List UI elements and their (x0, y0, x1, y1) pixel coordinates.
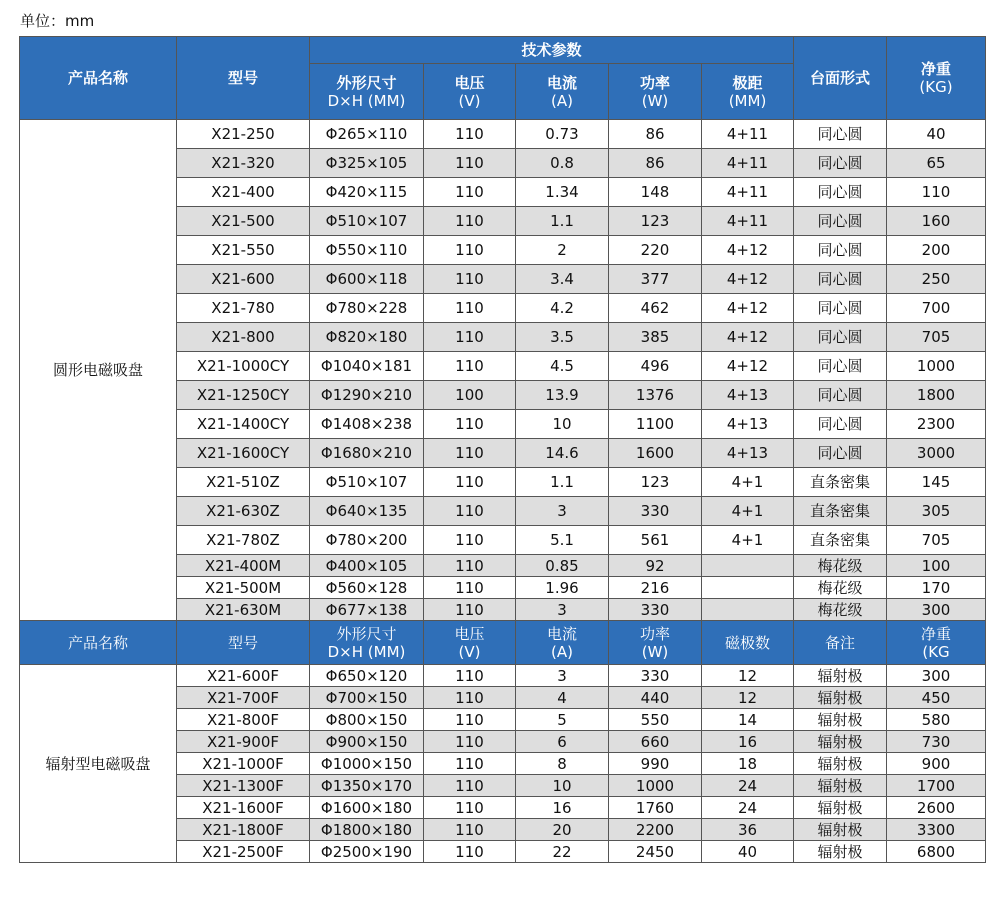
table-cell: 300 (887, 665, 986, 687)
table-cell: 40 (702, 841, 794, 863)
table-cell: 辐射极 (794, 841, 887, 863)
table-cell: X21-400 (177, 178, 310, 207)
table-cell: 8 (516, 753, 609, 775)
table-cell: X21-780Z (177, 526, 310, 555)
table-cell: X21-1400CY (177, 410, 310, 439)
table-cell: 3000 (887, 439, 986, 468)
table-cell: X21-900F (177, 731, 310, 753)
table-cell: 110 (424, 236, 516, 265)
table-cell: 18 (702, 753, 794, 775)
table-cell: Φ780×228 (310, 294, 424, 323)
table-cell: 1.34 (516, 178, 609, 207)
table-cell: 92 (609, 555, 702, 577)
table-cell: 4+12 (702, 323, 794, 352)
header-surface: 台面形式 (794, 37, 887, 120)
table-cell: 110 (424, 775, 516, 797)
table-cell: 10 (516, 775, 609, 797)
table-cell: X21-320 (177, 149, 310, 178)
table-cell: 250 (887, 265, 986, 294)
table-cell: 同心圆 (794, 149, 887, 178)
table-cell: Φ820×180 (310, 323, 424, 352)
table-cell: 梅花级 (794, 577, 887, 599)
table-cell: 330 (609, 665, 702, 687)
table-cell: 990 (609, 753, 702, 775)
table-cell: 12 (702, 665, 794, 687)
table-cell: 直条密集 (794, 468, 887, 497)
table-cell: 561 (609, 526, 702, 555)
header2-weight (887, 621, 986, 665)
table-cell: X21-700F (177, 687, 310, 709)
table-cell: 24 (702, 775, 794, 797)
table-cell: 同心圆 (794, 381, 887, 410)
table-cell: 4+11 (702, 207, 794, 236)
header2-weight-label: 净重 (920, 624, 951, 643)
table-cell: 同心圆 (794, 439, 887, 468)
table-cell: Φ1350×170 (310, 775, 424, 797)
table-cell: 2200 (609, 819, 702, 841)
category-cell: 辐射型电磁吸盘 (20, 665, 177, 863)
table-cell: 14.6 (516, 439, 609, 468)
table-cell: 450 (887, 687, 986, 709)
header2-voltage-unit: (V) (458, 642, 481, 661)
table-cell: 700 (887, 294, 986, 323)
table-cell: 1760 (609, 797, 702, 819)
section2-body (20, 665, 986, 863)
table-cell: X21-1250CY (177, 381, 310, 410)
table-cell: Φ1600×180 (310, 797, 424, 819)
table-row (20, 120, 986, 149)
table-cell: 100 (424, 381, 516, 410)
header-dims-label: 外形尺寸 (336, 73, 397, 92)
table-cell: 梅花级 (794, 555, 887, 577)
table-cell: 同心圆 (794, 410, 887, 439)
table-cell: Φ550×110 (310, 236, 424, 265)
header-pole (702, 64, 794, 120)
header2-voltage (424, 621, 516, 665)
table-cell: 辐射极 (794, 709, 887, 731)
table-cell: 110 (887, 178, 986, 207)
unit-label: 单位：mm (20, 12, 95, 30)
table-cell: 1376 (609, 381, 702, 410)
table-cell: 496 (609, 352, 702, 381)
table-cell: 110 (424, 526, 516, 555)
header2-current-unit: (A) (551, 642, 573, 661)
table-cell: 同心圆 (794, 323, 887, 352)
header2-model: 型号 (177, 621, 310, 665)
table-cell: 730 (887, 731, 986, 753)
table-cell: 110 (424, 120, 516, 149)
table-cell: Φ1290×210 (310, 381, 424, 410)
table-cell: 1700 (887, 775, 986, 797)
table-cell: 同心圆 (794, 120, 887, 149)
table-cell: 110 (424, 687, 516, 709)
table-cell: 148 (609, 178, 702, 207)
table-cell: 24 (702, 797, 794, 819)
table-cell: 3.5 (516, 323, 609, 352)
header2-note: 备注 (794, 621, 887, 665)
header2-current-label: 电流 (546, 624, 577, 643)
table-cell: 110 (424, 265, 516, 294)
header2-product-name: 产品名称 (20, 621, 177, 665)
table-cell: 110 (424, 665, 516, 687)
section1-body (20, 120, 986, 621)
table-cell: 4+12 (702, 265, 794, 294)
table-cell: 2450 (609, 841, 702, 863)
table-cell: X21-800 (177, 323, 310, 352)
header-dims (310, 64, 424, 120)
table-cell: 110 (424, 410, 516, 439)
table-cell: X21-2500F (177, 841, 310, 863)
table-cell: 3 (516, 665, 609, 687)
header2-power-unit: (W) (641, 642, 669, 661)
table-row (20, 665, 986, 687)
table-cell: 1.1 (516, 468, 609, 497)
table-cell: 4+11 (702, 120, 794, 149)
table-cell: 377 (609, 265, 702, 294)
table-cell: Φ420×115 (310, 178, 424, 207)
table-cell (702, 599, 794, 621)
table-cell: 20 (516, 819, 609, 841)
table-cell: 0.85 (516, 555, 609, 577)
table-cell (702, 555, 794, 577)
table-cell: 4+1 (702, 468, 794, 497)
header2-dims-unit: D×H (MM) (327, 642, 406, 661)
table-cell: X21-630Z (177, 497, 310, 526)
table-cell: 0.8 (516, 149, 609, 178)
table-cell: 4+12 (702, 294, 794, 323)
table-cell: 86 (609, 120, 702, 149)
table-cell: 辐射极 (794, 753, 887, 775)
table-cell: 2300 (887, 410, 986, 439)
table-cell: 14 (702, 709, 794, 731)
header-voltage-label: 电压 (454, 73, 485, 92)
table-cell: X21-550 (177, 236, 310, 265)
header-current-label: 电流 (546, 73, 577, 92)
spec-table (19, 36, 986, 863)
table-cell: 辐射极 (794, 797, 887, 819)
table-cell: X21-1600CY (177, 439, 310, 468)
section1-header (20, 37, 986, 120)
table-cell: 110 (424, 468, 516, 497)
table-cell: 110 (424, 294, 516, 323)
table-cell: X21-500M (177, 577, 310, 599)
table-cell: 36 (702, 819, 794, 841)
header2-power-label: 功率 (639, 624, 670, 643)
table-cell: 3 (516, 497, 609, 526)
table-cell: 170 (887, 577, 986, 599)
table-cell: X21-800F (177, 709, 310, 731)
table-cell: X21-500 (177, 207, 310, 236)
table-cell: 辐射极 (794, 687, 887, 709)
table-cell: 110 (424, 207, 516, 236)
table-cell: 110 (424, 797, 516, 819)
table-cell: Φ560×128 (310, 577, 424, 599)
header2-dims-label: 外形尺寸 (336, 624, 397, 643)
table-cell: 462 (609, 294, 702, 323)
table-cell: X21-400M (177, 555, 310, 577)
table-cell: 385 (609, 323, 702, 352)
table-cell: 580 (887, 709, 986, 731)
header-power-label: 功率 (639, 73, 670, 92)
table-cell: 4 (516, 687, 609, 709)
table-cell: 110 (424, 709, 516, 731)
table-cell: Φ1680×210 (310, 439, 424, 468)
header2-dims (310, 621, 424, 665)
table-cell: 6800 (887, 841, 986, 863)
header-weight (887, 37, 986, 120)
section2-header (20, 621, 986, 665)
table-cell: 110 (424, 753, 516, 775)
table-cell: 110 (424, 497, 516, 526)
table-cell: 110 (424, 323, 516, 352)
table-cell: 2600 (887, 797, 986, 819)
table-cell: 12 (702, 687, 794, 709)
table-cell: X21-1000CY (177, 352, 310, 381)
table-cell: Φ1408×238 (310, 410, 424, 439)
table-cell: 110 (424, 577, 516, 599)
table-cell: 110 (424, 178, 516, 207)
table-cell: Φ1000×150 (310, 753, 424, 775)
table-cell: 1000 (887, 352, 986, 381)
table-cell: 1100 (609, 410, 702, 439)
table-cell: 13.9 (516, 381, 609, 410)
table-cell: Φ1800×180 (310, 819, 424, 841)
table-cell: Φ700×150 (310, 687, 424, 709)
table-cell: 同心圆 (794, 207, 887, 236)
table-cell: 同心圆 (794, 352, 887, 381)
category-cell: 圆形电磁吸盘 (20, 120, 177, 621)
table-cell: 110 (424, 841, 516, 863)
table-cell: 同心圆 (794, 265, 887, 294)
header-tech-params: 技术参数 (310, 37, 794, 64)
table-cell: 160 (887, 207, 986, 236)
header2-weight-unit: (KG (922, 642, 950, 661)
header-voltage-unit: (V) (458, 91, 481, 110)
table-cell: X21-510Z (177, 468, 310, 497)
table-cell: 辐射极 (794, 731, 887, 753)
table-cell: 123 (609, 468, 702, 497)
table-cell: Φ510×107 (310, 207, 424, 236)
table-cell: 辐射极 (794, 665, 887, 687)
header-current-unit: (A) (551, 91, 573, 110)
header2-power (609, 621, 702, 665)
table-cell: Φ800×150 (310, 709, 424, 731)
table-cell: Φ325×105 (310, 149, 424, 178)
table-cell: X21-1600F (177, 797, 310, 819)
table-cell: 300 (887, 599, 986, 621)
header-power-unit: (W) (641, 91, 669, 110)
table-cell: 4.2 (516, 294, 609, 323)
table-cell: 705 (887, 323, 986, 352)
table-cell: 4+13 (702, 381, 794, 410)
table-cell: 4+12 (702, 236, 794, 265)
table-cell: 216 (609, 577, 702, 599)
table-cell: 200 (887, 236, 986, 265)
table-cell: 705 (887, 526, 986, 555)
table-cell: 0.73 (516, 120, 609, 149)
table-cell: 梅花级 (794, 599, 887, 621)
table-cell: 22 (516, 841, 609, 863)
table-cell: 110 (424, 149, 516, 178)
header2-voltage-label: 电压 (454, 624, 485, 643)
table-cell: 123 (609, 207, 702, 236)
header2-current (516, 621, 609, 665)
table-cell: 1.1 (516, 207, 609, 236)
table-cell: 110 (424, 819, 516, 841)
header-voltage (424, 64, 516, 120)
table-cell: 4+1 (702, 497, 794, 526)
header-weight-label: 净重 (920, 60, 951, 78)
table-cell: Φ510×107 (310, 468, 424, 497)
table-cell: 5.1 (516, 526, 609, 555)
header-weight-unit: (KG) (919, 78, 953, 96)
header-dims-unit: D×H (MM) (327, 91, 406, 110)
table-cell: 2 (516, 236, 609, 265)
header-pole-label: 极距 (732, 73, 763, 92)
table-cell (702, 577, 794, 599)
table-cell: 4+11 (702, 149, 794, 178)
table-cell: 1600 (609, 439, 702, 468)
table-cell: 4+1 (702, 526, 794, 555)
table-cell: X21-1000F (177, 753, 310, 775)
table-cell: 辐射极 (794, 819, 887, 841)
table-cell: X21-600 (177, 265, 310, 294)
table-cell: 同心圆 (794, 294, 887, 323)
header2-poles: 磁极数 (702, 621, 794, 665)
table-cell: 辐射极 (794, 775, 887, 797)
table-cell: 3.4 (516, 265, 609, 294)
table-cell: X21-1800F (177, 819, 310, 841)
table-cell: 6 (516, 731, 609, 753)
table-cell: 330 (609, 497, 702, 526)
table-cell: X21-250 (177, 120, 310, 149)
table-cell: 3 (516, 599, 609, 621)
table-cell: 110 (424, 439, 516, 468)
table-cell: 10 (516, 410, 609, 439)
table-cell: 440 (609, 687, 702, 709)
table-cell: Φ900×150 (310, 731, 424, 753)
table-cell: 145 (887, 468, 986, 497)
table-cell: 1.96 (516, 577, 609, 599)
table-cell: X21-780 (177, 294, 310, 323)
table-cell: 660 (609, 731, 702, 753)
table-cell: 305 (887, 497, 986, 526)
header-current (516, 64, 609, 120)
table-cell: 100 (887, 555, 986, 577)
table-cell: 110 (424, 731, 516, 753)
table-cell: 5 (516, 709, 609, 731)
table-cell: 900 (887, 753, 986, 775)
table-cell: Φ2500×190 (310, 841, 424, 863)
table-cell: X21-1300F (177, 775, 310, 797)
table-cell: 86 (609, 149, 702, 178)
table-cell: Φ650×120 (310, 665, 424, 687)
header-product-name: 产品名称 (20, 37, 177, 120)
table-cell: 110 (424, 352, 516, 381)
table-cell: Φ640×135 (310, 497, 424, 526)
table-cell: 4.5 (516, 352, 609, 381)
table-cell: 550 (609, 709, 702, 731)
table-cell: X21-630M (177, 599, 310, 621)
table-cell: 330 (609, 599, 702, 621)
table-cell: Φ600×118 (310, 265, 424, 294)
table-cell: 同心圆 (794, 236, 887, 265)
table-cell: 16 (516, 797, 609, 819)
table-cell: 220 (609, 236, 702, 265)
table-cell: 4+13 (702, 410, 794, 439)
table-cell: 3300 (887, 819, 986, 841)
table-cell: 直条密集 (794, 497, 887, 526)
table-cell: 40 (887, 120, 986, 149)
table-cell: 4+11 (702, 178, 794, 207)
table-cell: 4+12 (702, 352, 794, 381)
table-cell: Φ265×110 (310, 120, 424, 149)
table-cell: 4+13 (702, 439, 794, 468)
table-cell: 1000 (609, 775, 702, 797)
table-cell: Φ780×200 (310, 526, 424, 555)
table-cell: Φ400×105 (310, 555, 424, 577)
table-cell: 16 (702, 731, 794, 753)
table-cell: Φ1040×181 (310, 352, 424, 381)
table-cell: 同心圆 (794, 178, 887, 207)
header-pole-unit: (MM) (728, 91, 767, 110)
table-cell: 110 (424, 555, 516, 577)
table-cell: 65 (887, 149, 986, 178)
table-cell: 直条密集 (794, 526, 887, 555)
table-cell: Φ677×138 (310, 599, 424, 621)
table-cell: 1800 (887, 381, 986, 410)
header-power (609, 64, 702, 120)
table-cell: X21-600F (177, 665, 310, 687)
table-cell: 110 (424, 599, 516, 621)
header-model: 型号 (177, 37, 310, 120)
